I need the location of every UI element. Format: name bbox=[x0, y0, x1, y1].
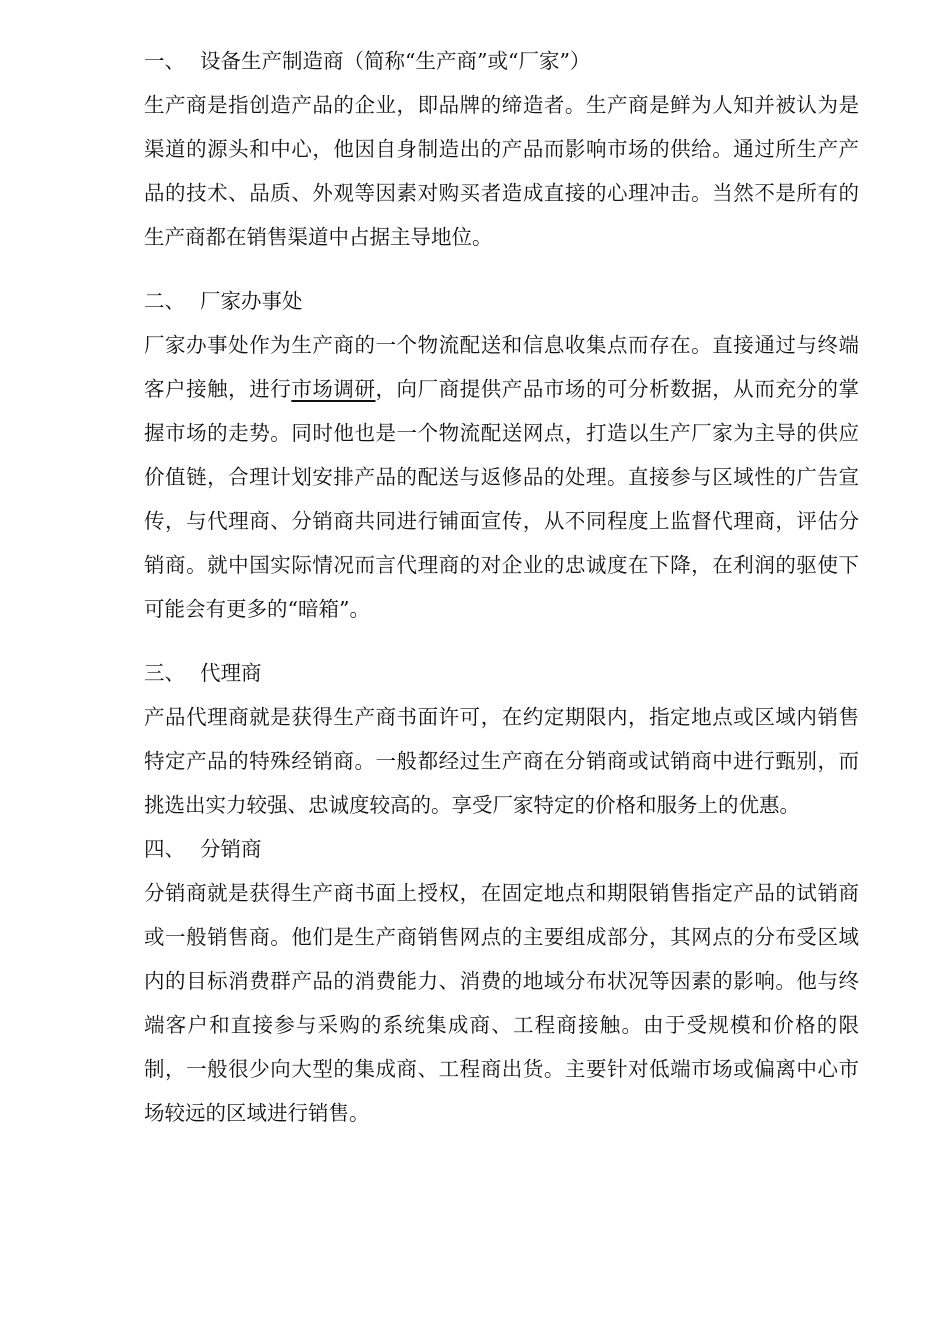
section-4-number: 四、 bbox=[144, 837, 185, 861]
market-research-link[interactable]: 市场调研 bbox=[291, 377, 376, 401]
section-2-heading bbox=[144, 279, 859, 323]
section-3-body: 产品代理商就是获得生产商书面许可，在约定期限内，指定地点或区域内销售特定产品的特殊经销商。一般都经过生产商在分销商或试销商中进行甄别，而挑选出实力较强、忠诚度较高的。享受厂家特定的价格和服务上的优惠。 bbox=[144, 705, 859, 817]
section-divider bbox=[144, 259, 859, 279]
section-2-body bbox=[144, 323, 859, 631]
section-4-title: 分销商 bbox=[200, 837, 262, 861]
section-1-number: 一、 bbox=[144, 49, 185, 73]
section-2-body-end: ，向厂商提供产品市场的可分析数据，从而充分的掌握市场的走势。同时他也是一个物流配送网点，打造以生产厂家为主导的供应价值链，合理计划安排产品的配送与返修品的处理。直接参与区域性的广告宣传，与代理商、分销商共同进行铺面宣传，从不同程度上监督代理商，评估分销商。就中国实际情况而言代理商的对企业的忠诚度在下降，在利润的驱使下可能会有更多的“暗箱”。 bbox=[144, 377, 860, 621]
section-divider bbox=[144, 631, 859, 651]
section-2-title: 厂家办事处 bbox=[200, 289, 303, 313]
section-2-number: 二、 bbox=[144, 289, 185, 313]
section-3-number: 三、 bbox=[144, 661, 185, 685]
section-1-body: 生产商是指创造产品的企业，即品牌的缔造者。生产商是鲜为人知并被认为是渠道的源头和中心，他因自身制造出的产品而影响市场的供给。通过所生产产品的技术、品质、外观等因素对购买者造成直接的心理冲击。当然不是所有的生产商都在销售渠道中占据主导地位。 bbox=[144, 93, 859, 249]
section-1-heading bbox=[144, 39, 859, 83]
section-3-title: 代理商 bbox=[200, 661, 262, 685]
section-3-heading bbox=[144, 651, 859, 695]
document-page bbox=[144, 39, 859, 1135]
section-4-heading bbox=[144, 827, 859, 871]
section-1-title: 设备生产制造商（简称“生产商”或“厂家”） bbox=[200, 49, 591, 73]
section-2-body-start: 厂家办事处作为生产商的一个物流配送和信息收集点而存在。直接通过与终端客户接触，进行 bbox=[144, 333, 859, 401]
section-4-body: 分销商就是获得生产商书面上授权，在固定地点和期限销售指定产品的试销商或一般销售商。他们是生产商销售网点的主要组成部分，其网点的分布受区域内的目标消费群产品的消费能力、消费的地域分布状况等因素的影响。他与终端客户和直接参与采购的系统集成商、工程商接触。由于受规模和价格的限制，一般很少向大型的集成商、工程商出货。主要针对低端市场或偏离中心市场较远的区域进行销售。 bbox=[144, 881, 859, 1125]
